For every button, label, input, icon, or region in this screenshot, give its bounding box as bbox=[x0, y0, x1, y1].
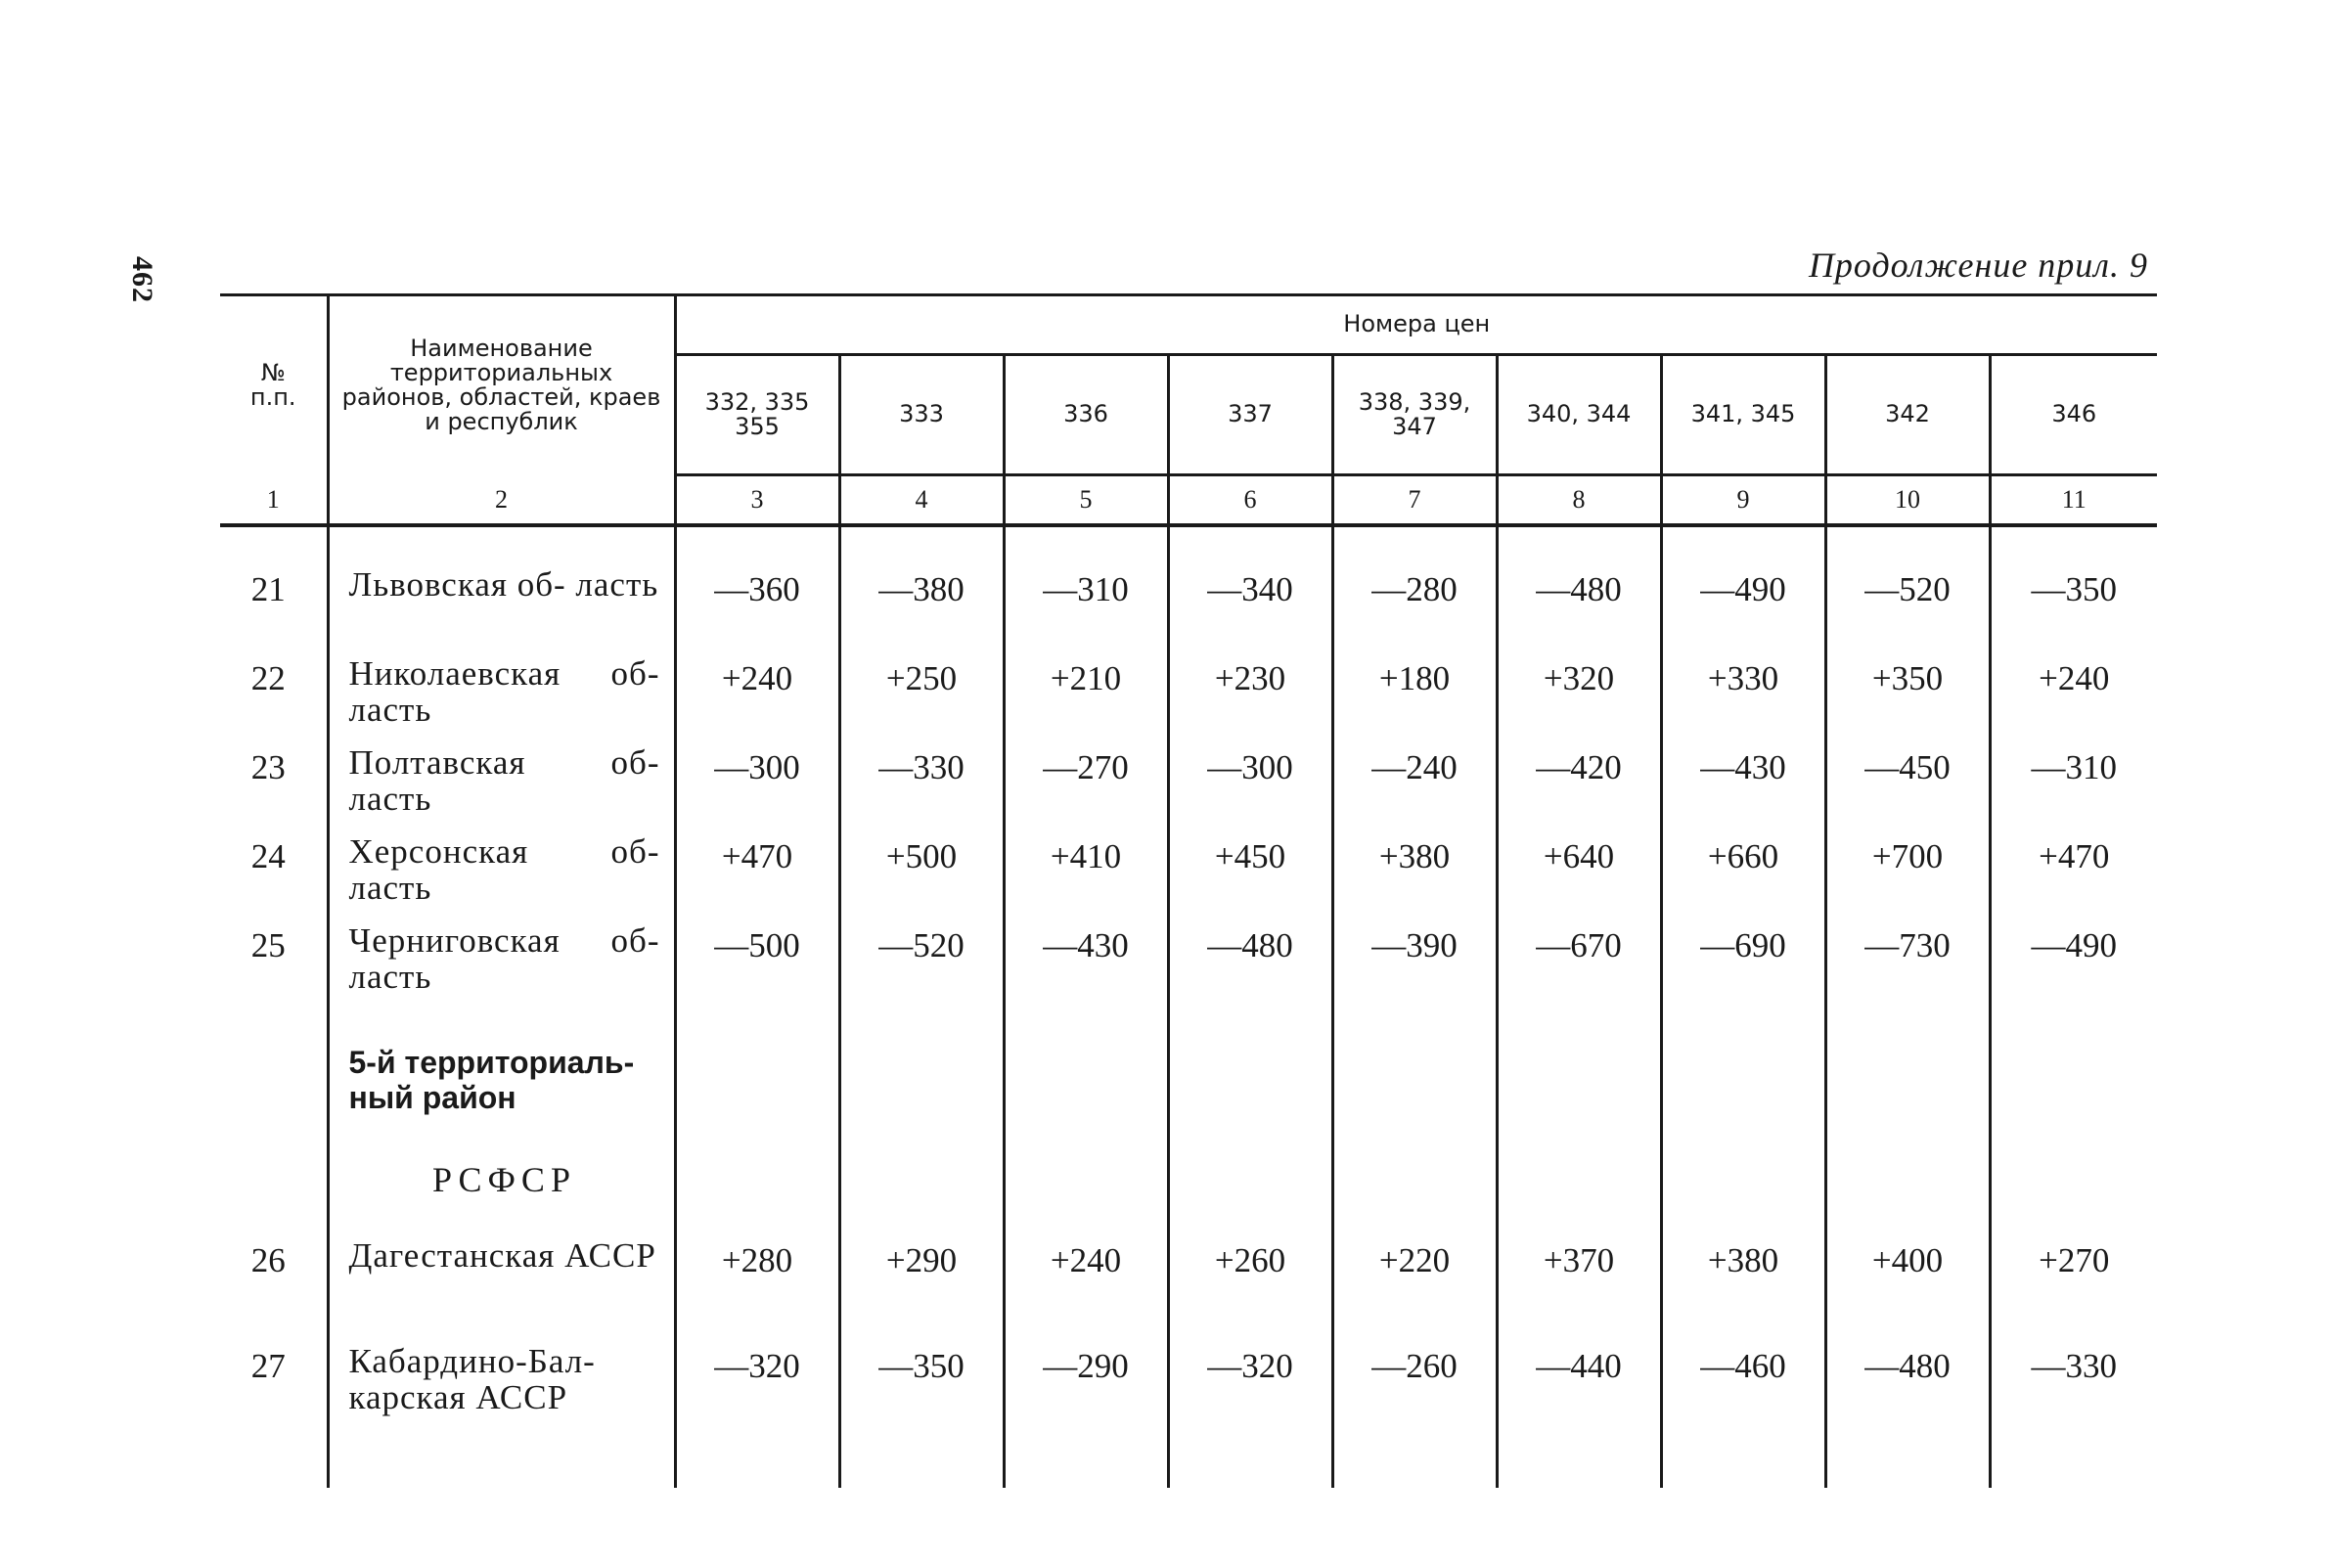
republic-title: РСФСР bbox=[328, 1138, 675, 1237]
price-adjustment-cell bbox=[1497, 1343, 1661, 1449]
price-adjustment-cell bbox=[1497, 833, 1661, 922]
price-adjustment-cell bbox=[1661, 566, 1825, 655]
price-table bbox=[220, 293, 2157, 1488]
column-index: 1 bbox=[220, 475, 328, 526]
price-adjustment-value: —340 bbox=[1207, 570, 1293, 608]
price-adjustment-cell bbox=[1661, 744, 1825, 833]
table-row bbox=[220, 744, 2157, 833]
price-adjustment-value: +450 bbox=[1214, 837, 1286, 875]
header-code: 333 bbox=[839, 355, 1004, 475]
row-number-text: 24 bbox=[250, 837, 286, 875]
region-name-text: Херсонская об- ласть bbox=[348, 832, 660, 907]
region-name bbox=[328, 566, 675, 655]
row-number bbox=[220, 1343, 328, 1449]
price-adjustment-value: —300 bbox=[714, 748, 800, 786]
price-adjustment-cell bbox=[1004, 833, 1168, 922]
table-row bbox=[220, 833, 2157, 922]
price-adjustment-value: —380 bbox=[878, 570, 965, 608]
price-adjustment-cell bbox=[839, 655, 1004, 744]
price-adjustment-cell bbox=[1168, 655, 1332, 744]
price-adjustment-value: +470 bbox=[2039, 837, 2110, 875]
price-adjustment-cell bbox=[1825, 1343, 1990, 1449]
header-code: 340, 344 bbox=[1497, 355, 1661, 475]
price-adjustment-cell bbox=[1825, 833, 1990, 922]
table-row bbox=[220, 655, 2157, 744]
price-adjustment-cell bbox=[1497, 744, 1661, 833]
price-adjustment-cell bbox=[1497, 1237, 1661, 1343]
region-name bbox=[328, 1237, 675, 1343]
price-adjustment-cell bbox=[1332, 566, 1497, 655]
price-adjustment-value: —520 bbox=[878, 926, 965, 964]
price-adjustment-value: +320 bbox=[1543, 659, 1615, 697]
page-number: 462 bbox=[126, 256, 158, 303]
price-adjustment-value: —480 bbox=[1536, 570, 1622, 608]
price-adjustment-cell bbox=[1168, 922, 1332, 1011]
price-adjustment-cell bbox=[1825, 1237, 1990, 1343]
continuation-title: Продолжение прил. 9 bbox=[1808, 246, 2148, 285]
price-adjustment-value: +210 bbox=[1050, 659, 1122, 697]
price-adjustment-value: —460 bbox=[1700, 1347, 1786, 1385]
region-name bbox=[328, 833, 675, 922]
price-adjustment-cell bbox=[1825, 922, 1990, 1011]
republic-title-row bbox=[220, 1138, 2157, 1237]
row-number-text: 26 bbox=[250, 1241, 286, 1279]
price-adjustment-cell bbox=[1661, 1237, 1825, 1343]
price-adjustment-value: —520 bbox=[1864, 570, 1951, 608]
price-adjustment-value: —430 bbox=[1043, 926, 1129, 964]
region-name-text: Львовская об- ласть bbox=[348, 565, 659, 604]
price-adjustment-cell bbox=[1004, 744, 1168, 833]
price-adjustment-cell bbox=[1990, 833, 2157, 922]
price-adjustment-cell bbox=[1004, 1343, 1168, 1449]
price-adjustment-cell bbox=[1004, 655, 1168, 744]
column-index: 9 bbox=[1661, 475, 1825, 526]
price-adjustment-cell bbox=[1990, 1343, 2157, 1449]
price-adjustment-cell bbox=[839, 1343, 1004, 1449]
price-adjustment-value: —330 bbox=[2031, 1347, 2117, 1385]
price-adjustment-value: —260 bbox=[1371, 1347, 1458, 1385]
table-row bbox=[220, 566, 2157, 655]
price-adjustment-value: —730 bbox=[1864, 926, 1951, 964]
price-adjustment-value: +260 bbox=[1214, 1241, 1286, 1279]
price-adjustment-cell bbox=[1168, 744, 1332, 833]
region-name-text: Кабардино-Бал- карская АССР bbox=[348, 1342, 596, 1416]
price-adjustment-cell bbox=[675, 922, 839, 1011]
price-adjustment-value: +350 bbox=[1871, 659, 1944, 697]
header-name: Наименование территориальных районов, областей, краев и республик bbox=[328, 295, 675, 475]
row-number-text: 22 bbox=[250, 659, 286, 697]
column-index: 11 bbox=[1990, 475, 2157, 526]
price-adjustment-value: —280 bbox=[1371, 570, 1458, 608]
price-adjustment-value: —350 bbox=[878, 1347, 965, 1385]
price-adjustment-value: —480 bbox=[1207, 926, 1293, 964]
region-name-text: Черниговская об- ласть bbox=[348, 921, 660, 996]
header-code: 338, 339, 347 bbox=[1332, 355, 1497, 475]
region-name-text: Дагестанская АССР bbox=[348, 1236, 656, 1275]
row-number bbox=[220, 655, 328, 744]
table-row bbox=[220, 1237, 2157, 1343]
price-adjustment-cell bbox=[675, 1343, 839, 1449]
price-adjustment-value: —670 bbox=[1536, 926, 1622, 964]
price-adjustment-value: —430 bbox=[1700, 748, 1786, 786]
price-adjustment-value: +370 bbox=[1543, 1241, 1615, 1279]
price-adjustment-cell bbox=[675, 744, 839, 833]
region-name bbox=[328, 655, 675, 744]
column-index: 7 bbox=[1332, 475, 1497, 526]
price-adjustment-value: +240 bbox=[1050, 1241, 1122, 1279]
row-number bbox=[220, 922, 328, 1011]
price-adjustment-cell bbox=[675, 1237, 839, 1343]
price-adjustment-value: +380 bbox=[1378, 837, 1451, 875]
row-number-text: 25 bbox=[250, 926, 286, 964]
region-name bbox=[328, 1343, 675, 1449]
price-adjustment-cell bbox=[1332, 1237, 1497, 1343]
price-adjustment-value: —320 bbox=[1207, 1347, 1293, 1385]
price-adjustment-cell bbox=[675, 833, 839, 922]
header-group: Номера цен bbox=[675, 295, 2157, 355]
price-adjustment-cell bbox=[1497, 655, 1661, 744]
price-adjustment-value: —300 bbox=[1207, 748, 1293, 786]
price-adjustment-value: +380 bbox=[1707, 1241, 1779, 1279]
price-adjustment-value: +470 bbox=[721, 837, 793, 875]
price-adjustment-value: +220 bbox=[1378, 1241, 1451, 1279]
price-adjustment-cell bbox=[839, 833, 1004, 922]
header-code: 341, 345 bbox=[1661, 355, 1825, 475]
price-adjustment-value: —420 bbox=[1536, 748, 1622, 786]
price-adjustment-value: —450 bbox=[1864, 748, 1951, 786]
price-adjustment-cell bbox=[1990, 922, 2157, 1011]
price-adjustment-value: —290 bbox=[1043, 1347, 1129, 1385]
price-adjustment-cell bbox=[1332, 655, 1497, 744]
row-number-text: 27 bbox=[250, 1347, 286, 1385]
column-index: 10 bbox=[1825, 475, 1990, 526]
price-adjustment-cell bbox=[1332, 744, 1497, 833]
header-code: 332, 335 355 bbox=[675, 355, 839, 475]
column-index: 5 bbox=[1004, 475, 1168, 526]
price-adjustment-value: —440 bbox=[1536, 1347, 1622, 1385]
price-adjustment-value: —500 bbox=[714, 926, 800, 964]
price-adjustment-cell bbox=[1168, 833, 1332, 922]
price-adjustment-cell bbox=[1661, 655, 1825, 744]
price-adjustment-cell bbox=[839, 1237, 1004, 1343]
header-code: 342 bbox=[1825, 355, 1990, 475]
price-adjustment-value: +700 bbox=[1871, 837, 1944, 875]
price-adjustment-value: —310 bbox=[2031, 748, 2117, 786]
column-index: 4 bbox=[839, 475, 1004, 526]
price-adjustment-value: +180 bbox=[1378, 659, 1451, 697]
table-row bbox=[220, 1343, 2157, 1449]
price-adjustment-value: +280 bbox=[721, 1241, 793, 1279]
section-title-row bbox=[220, 1011, 2157, 1138]
column-index: 2 bbox=[328, 475, 675, 526]
price-adjustment-value: +410 bbox=[1050, 837, 1122, 875]
header-code: 336 bbox=[1004, 355, 1168, 475]
column-index: 8 bbox=[1497, 475, 1661, 526]
price-adjustment-cell bbox=[675, 566, 839, 655]
row-number-text: 21 bbox=[250, 570, 286, 608]
table-bottom-row bbox=[220, 1449, 2157, 1488]
header-code: 346 bbox=[1990, 355, 2157, 475]
price-adjustment-cell bbox=[1825, 566, 1990, 655]
price-adjustment-cell bbox=[1661, 1343, 1825, 1449]
price-adjustment-value: —360 bbox=[714, 570, 800, 608]
price-adjustment-cell bbox=[1497, 566, 1661, 655]
price-adjustment-cell bbox=[1825, 655, 1990, 744]
price-adjustment-value: +250 bbox=[885, 659, 958, 697]
price-adjustment-value: +400 bbox=[1871, 1241, 1944, 1279]
price-adjustment-value: +290 bbox=[885, 1241, 958, 1279]
price-adjustment-value: —480 bbox=[1864, 1347, 1951, 1385]
price-adjustment-value: +240 bbox=[2039, 659, 2110, 697]
region-name bbox=[328, 922, 675, 1011]
region-name bbox=[328, 744, 675, 833]
price-adjustment-value: —350 bbox=[2031, 570, 2117, 608]
region-name-text: Полтавская об- ласть bbox=[348, 743, 660, 818]
section-title: 5-й территориаль- ный район bbox=[328, 1011, 675, 1138]
price-adjustment-value: +270 bbox=[2039, 1241, 2110, 1279]
price-adjustment-cell bbox=[839, 744, 1004, 833]
price-adjustment-cell bbox=[1332, 922, 1497, 1011]
price-adjustment-cell bbox=[1661, 922, 1825, 1011]
price-adjustment-value: +330 bbox=[1707, 659, 1779, 697]
header-num: № п.п. bbox=[220, 295, 328, 475]
price-adjustment-value: +500 bbox=[885, 837, 958, 875]
row-number bbox=[220, 1237, 328, 1343]
price-adjustment-cell bbox=[1825, 744, 1990, 833]
price-adjustment-cell bbox=[839, 566, 1004, 655]
price-adjustment-value: +240 bbox=[721, 659, 793, 697]
price-adjustment-cell bbox=[1168, 566, 1332, 655]
price-adjustment-cell bbox=[1004, 566, 1168, 655]
price-adjustment-cell bbox=[1004, 1237, 1168, 1343]
price-adjustment-cell bbox=[1004, 922, 1168, 1011]
price-adjustment-value: —240 bbox=[1371, 748, 1458, 786]
price-adjustment-value: —690 bbox=[1700, 926, 1786, 964]
row-number bbox=[220, 744, 328, 833]
price-adjustment-cell bbox=[1990, 1237, 2157, 1343]
price-adjustment-value: +660 bbox=[1707, 837, 1779, 875]
price-adjustment-value: —390 bbox=[1371, 926, 1458, 964]
price-adjustment-cell bbox=[1332, 1343, 1497, 1449]
column-index: 3 bbox=[675, 475, 839, 526]
price-adjustment-cell bbox=[1661, 833, 1825, 922]
price-adjustment-value: —490 bbox=[2031, 926, 2117, 964]
header-code: 337 bbox=[1168, 355, 1332, 475]
price-adjustment-value: —320 bbox=[714, 1347, 800, 1385]
row-number bbox=[220, 566, 328, 655]
price-adjustment-cell bbox=[1332, 833, 1497, 922]
price-adjustment-value: +230 bbox=[1214, 659, 1286, 697]
price-adjustment-cell bbox=[1497, 922, 1661, 1011]
column-index: 6 bbox=[1168, 475, 1332, 526]
price-adjustment-value: —490 bbox=[1700, 570, 1786, 608]
row-number bbox=[220, 833, 328, 922]
table-row bbox=[220, 922, 2157, 1011]
price-adjustment-cell bbox=[1168, 1343, 1332, 1449]
price-adjustment-value: —270 bbox=[1043, 748, 1129, 786]
price-adjustment-value: —310 bbox=[1043, 570, 1129, 608]
price-adjustment-value: +640 bbox=[1543, 837, 1615, 875]
price-adjustment-value: —330 bbox=[878, 748, 965, 786]
price-adjustment-cell bbox=[1990, 655, 2157, 744]
price-adjustment-cell bbox=[675, 655, 839, 744]
price-adjustment-cell bbox=[1990, 566, 2157, 655]
price-adjustment-cell bbox=[1168, 1237, 1332, 1343]
price-adjustment-cell bbox=[1990, 744, 2157, 833]
row-number-text: 23 bbox=[250, 748, 286, 786]
price-adjustment-cell bbox=[839, 922, 1004, 1011]
region-name-text: Николаевская об- ласть bbox=[348, 654, 660, 729]
